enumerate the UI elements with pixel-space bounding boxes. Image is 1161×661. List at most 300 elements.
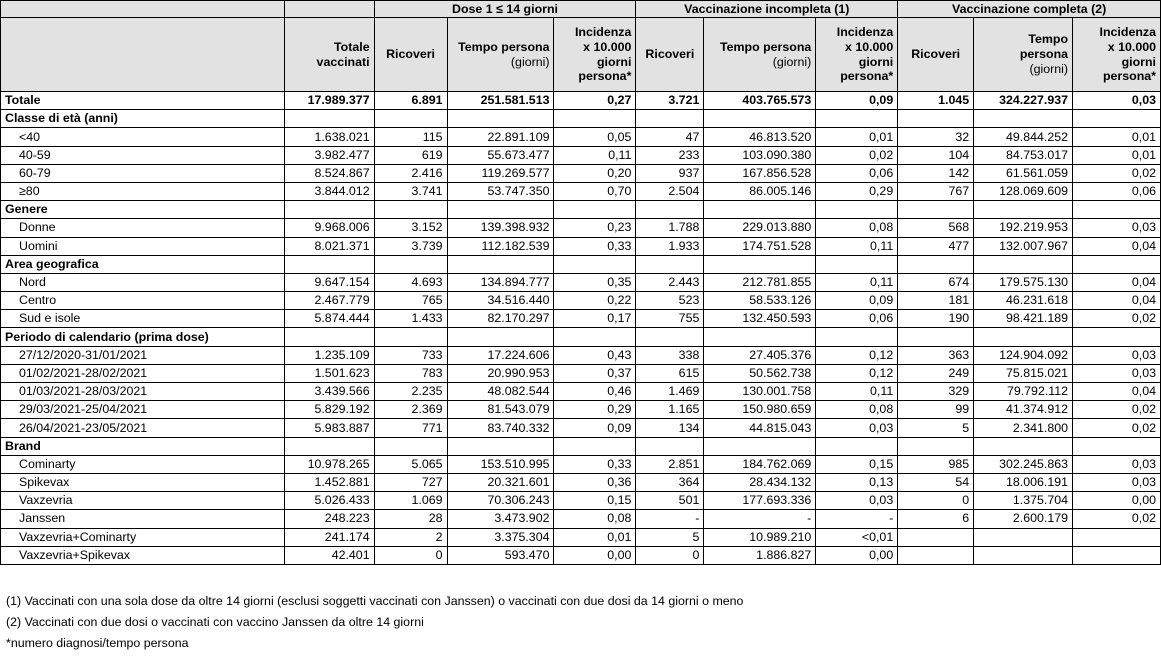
cell-value: 0,29 <box>554 401 636 419</box>
cell-value: 150.980.659 <box>704 401 816 419</box>
cell-value: 985 <box>898 455 974 473</box>
cell-value: 4.693 <box>374 273 447 291</box>
cell-value <box>704 110 816 128</box>
cell-value: 17.989.377 <box>284 92 374 110</box>
cell-value <box>554 201 636 219</box>
cell-value: 3.844.012 <box>284 182 374 200</box>
cell-value: 20.990.953 <box>447 364 554 382</box>
row-label: Spikevax <box>1 473 285 491</box>
cell-value: 0,03 <box>1073 455 1161 473</box>
cell-value: 0,29 <box>816 182 898 200</box>
cell-value: 0,01 <box>1073 146 1161 164</box>
cell-value: 103.090.380 <box>704 146 816 164</box>
cell-value: 34.516.440 <box>447 292 554 310</box>
col-tempo-persona-b: Tempo persona (giorni) <box>704 18 816 92</box>
cell-value <box>1073 546 1161 564</box>
cell-value: 179.575.130 <box>974 273 1073 291</box>
row-label: Periodo di calendario (prima dose) <box>1 328 285 346</box>
cell-value: 324.227.937 <box>974 92 1073 110</box>
cell-value: 44.815.043 <box>704 419 816 437</box>
cell-value: 75.815.021 <box>974 364 1073 382</box>
table-row <box>1 383 1161 401</box>
cell-value: 2 <box>374 528 447 546</box>
row-label: Classe di età (anni) <box>1 110 285 128</box>
cell-value: 1.433 <box>374 310 447 328</box>
cell-value: 0,05 <box>554 128 636 146</box>
cell-value: 212.781.855 <box>704 273 816 291</box>
cell-value: 0,06 <box>1073 182 1161 200</box>
cell-value: 5.874.444 <box>284 310 374 328</box>
cell-value <box>974 437 1073 455</box>
cell-value: 167.856.528 <box>704 164 816 182</box>
cell-value: <0,01 <box>816 528 898 546</box>
cell-value: 9.647.154 <box>284 273 374 291</box>
cell-value: 363 <box>898 346 974 364</box>
cell-value <box>898 546 974 564</box>
cell-value: 241.174 <box>284 528 374 546</box>
cell-value: 84.753.017 <box>974 146 1073 164</box>
cell-value: 2.851 <box>636 455 704 473</box>
cell-value: 124.904.092 <box>974 346 1073 364</box>
cell-value: 10.989.210 <box>704 528 816 546</box>
cell-value <box>816 110 898 128</box>
cell-value: 0,02 <box>1073 510 1161 528</box>
cell-value: 174.751.528 <box>704 237 816 255</box>
cell-value <box>284 328 374 346</box>
cell-value: 0,33 <box>554 237 636 255</box>
footnote-1: (1) Vaccinati con una sola dose da oltre 14 giorni (esclusi soggetti vaccinati con Janssen) o vaccinati con due dosi da 14 giorni o meno <box>6 594 744 608</box>
cell-value: 0,00 <box>816 546 898 564</box>
cell-value: 765 <box>374 292 447 310</box>
row-label: <40 <box>1 128 285 146</box>
cell-value: 128.069.609 <box>974 182 1073 200</box>
row-label: Nord <box>1 273 285 291</box>
table-body <box>1 92 1161 565</box>
cell-value: 190 <box>898 310 974 328</box>
cell-value <box>284 201 374 219</box>
cell-value <box>974 328 1073 346</box>
group-dose1: Dose 1 ≤ 14 giorni <box>374 1 636 18</box>
cell-value: 0,70 <box>554 182 636 200</box>
footnote-asterisk: *numero diagnosi/tempo persona <box>6 636 189 650</box>
cell-value: 0,09 <box>554 419 636 437</box>
cell-value <box>447 110 554 128</box>
row-label: 01/02/2021-28/02/2021 <box>1 364 285 382</box>
cell-value: 0,08 <box>554 510 636 528</box>
cell-value: 10.978.265 <box>284 455 374 473</box>
cell-value: 477 <box>898 237 974 255</box>
cell-value <box>1073 201 1161 219</box>
row-label: Vaxzevria <box>1 492 285 510</box>
cell-value: 523 <box>636 292 704 310</box>
cell-value <box>1073 528 1161 546</box>
cell-value: 3.721 <box>636 92 704 110</box>
cell-value <box>704 255 816 273</box>
section-row <box>1 437 1161 455</box>
cell-value: 9.968.006 <box>284 219 374 237</box>
cell-value: 0,06 <box>816 310 898 328</box>
row-label: Donne <box>1 219 285 237</box>
cell-value: 0,11 <box>816 237 898 255</box>
cell-value: 1.165 <box>636 401 704 419</box>
col-ricoveri-c: Ricoveri <box>898 18 974 92</box>
table-row <box>1 419 1161 437</box>
cell-value: 41.374.912 <box>974 401 1073 419</box>
row-label: 60-79 <box>1 164 285 182</box>
cell-value: 0,02 <box>1073 401 1161 419</box>
cell-value: 0,11 <box>554 146 636 164</box>
cell-value <box>636 328 704 346</box>
cell-value: 20.321.601 <box>447 473 554 491</box>
cell-value: 6 <box>898 510 974 528</box>
cell-value: 83.740.332 <box>447 419 554 437</box>
cell-value: 153.510.995 <box>447 455 554 473</box>
cell-value <box>974 528 1073 546</box>
cell-value <box>704 437 816 455</box>
cell-value: 329 <box>898 383 974 401</box>
cell-value: 98.421.189 <box>974 310 1073 328</box>
cell-value: 593.470 <box>447 546 554 564</box>
cell-value <box>554 328 636 346</box>
cell-value: 8.021.371 <box>284 237 374 255</box>
cell-value: 3.739 <box>374 237 447 255</box>
cell-value: 2.443 <box>636 273 704 291</box>
cell-value: 134.894.777 <box>447 273 554 291</box>
cell-value: 0,12 <box>816 364 898 382</box>
row-label: ≥80 <box>1 182 285 200</box>
cell-value: 112.182.539 <box>447 237 554 255</box>
cell-value: 132.450.593 <box>704 310 816 328</box>
table-row <box>1 128 1161 146</box>
cell-value <box>898 528 974 546</box>
cell-value: 0,11 <box>816 273 898 291</box>
cell-value: 727 <box>374 473 447 491</box>
cell-value: 338 <box>636 346 704 364</box>
cell-value <box>974 255 1073 273</box>
cell-value: 0,02 <box>816 146 898 164</box>
col-totale-vaccinati: Totale vaccinati <box>284 18 374 92</box>
cell-value: 49.844.252 <box>974 128 1073 146</box>
cell-value: 0 <box>898 492 974 510</box>
cell-value: 82.170.297 <box>447 310 554 328</box>
corner-cell-2 <box>284 1 374 18</box>
cell-value: 2.341.800 <box>974 419 1073 437</box>
table-row <box>1 237 1161 255</box>
row-label: 40-59 <box>1 146 285 164</box>
row-label: 01/03/2021-28/03/2021 <box>1 383 285 401</box>
column-header-row <box>1 18 1161 92</box>
cell-value <box>284 255 374 273</box>
cell-value: 783 <box>374 364 447 382</box>
cell-value: 0,04 <box>1073 237 1161 255</box>
cell-value: 1.069 <box>374 492 447 510</box>
cell-value <box>898 255 974 273</box>
cell-value: 0,35 <box>554 273 636 291</box>
cell-value <box>554 110 636 128</box>
cell-value: 0,15 <box>554 492 636 510</box>
cell-value: 99 <box>898 401 974 419</box>
cell-value: 58.533.126 <box>704 292 816 310</box>
cell-value: 0,03 <box>1073 92 1161 110</box>
cell-value: 86.005.146 <box>704 182 816 200</box>
cell-value <box>447 328 554 346</box>
cell-value: 403.765.573 <box>704 92 816 110</box>
cell-value <box>636 110 704 128</box>
cell-value <box>816 328 898 346</box>
cell-value <box>704 201 816 219</box>
cell-value: 47 <box>636 128 704 146</box>
cell-value: 0 <box>636 546 704 564</box>
cell-value: 0,46 <box>554 383 636 401</box>
cell-value: 104 <box>898 146 974 164</box>
cell-value: 229.013.880 <box>704 219 816 237</box>
cell-value: 5 <box>898 419 974 437</box>
cell-value: 181 <box>898 292 974 310</box>
cell-value: 1.638.021 <box>284 128 374 146</box>
table-row <box>1 182 1161 200</box>
table-row <box>1 310 1161 328</box>
row-label: 26/04/2021-23/05/2021 <box>1 419 285 437</box>
cell-value: 568 <box>898 219 974 237</box>
cell-value <box>374 328 447 346</box>
row-label: Totale <box>1 92 285 110</box>
cell-value: 18.006.191 <box>974 473 1073 491</box>
cell-value: 1.452.881 <box>284 473 374 491</box>
cell-value: 0,00 <box>554 546 636 564</box>
cell-value: 119.269.577 <box>447 164 554 182</box>
cell-value: 0,04 <box>1073 273 1161 291</box>
cell-value: 0,03 <box>1073 346 1161 364</box>
cell-value: 733 <box>374 346 447 364</box>
cell-value: 0,02 <box>1073 164 1161 182</box>
cell-value: 28 <box>374 510 447 528</box>
cell-value: 0 <box>374 546 447 564</box>
cell-value: 42.401 <box>284 546 374 564</box>
cell-value: 134 <box>636 419 704 437</box>
cell-value: 1.788 <box>636 219 704 237</box>
cell-value: 177.693.336 <box>704 492 816 510</box>
row-label: Centro <box>1 292 285 310</box>
cell-value: - <box>816 510 898 528</box>
table-row <box>1 364 1161 382</box>
cell-value: 46.231.618 <box>974 292 1073 310</box>
cell-value <box>284 110 374 128</box>
cell-value: 0,06 <box>816 164 898 182</box>
cell-value: 61.561.059 <box>974 164 1073 182</box>
cell-value: 2.504 <box>636 182 704 200</box>
table-row <box>1 492 1161 510</box>
cell-value: 615 <box>636 364 704 382</box>
table-row <box>1 219 1161 237</box>
cell-value <box>374 201 447 219</box>
section-row <box>1 328 1161 346</box>
cell-value: 0,03 <box>1073 219 1161 237</box>
total-row <box>1 92 1161 110</box>
cell-value <box>284 437 374 455</box>
cell-value: 0,03 <box>1073 364 1161 382</box>
row-label: Sud e isole <box>1 310 285 328</box>
table-row <box>1 146 1161 164</box>
cell-value: 248.223 <box>284 510 374 528</box>
cell-value: 0,04 <box>1073 292 1161 310</box>
cell-value: 17.224.606 <box>447 346 554 364</box>
cell-value: 0,37 <box>554 364 636 382</box>
col-tempo-persona-c: Tempo persona (giorni) <box>974 18 1073 92</box>
cell-value: 674 <box>898 273 974 291</box>
cell-value: 5.829.192 <box>284 401 374 419</box>
cell-value: 1.886.827 <box>704 546 816 564</box>
cell-value: 79.792.112 <box>974 383 1073 401</box>
cell-value: 771 <box>374 419 447 437</box>
cell-value: 2.369 <box>374 401 447 419</box>
cell-value <box>636 437 704 455</box>
cell-value: 0,12 <box>816 346 898 364</box>
cell-value: 2.600.179 <box>974 510 1073 528</box>
cell-value <box>816 437 898 455</box>
table-row <box>1 546 1161 564</box>
cell-value: 5.026.433 <box>284 492 374 510</box>
cell-value: 27.405.376 <box>704 346 816 364</box>
cell-value: 755 <box>636 310 704 328</box>
cell-value: 8.524.867 <box>284 164 374 182</box>
cell-value: 0,03 <box>816 419 898 437</box>
cell-value: 142 <box>898 164 974 182</box>
cell-value: 50.562.738 <box>704 364 816 382</box>
cell-value: 32 <box>898 128 974 146</box>
cell-value <box>816 255 898 273</box>
cell-value: 1.235.109 <box>284 346 374 364</box>
cell-value <box>636 201 704 219</box>
cell-value: 0,43 <box>554 346 636 364</box>
cell-value <box>636 255 704 273</box>
cell-value: 0,36 <box>554 473 636 491</box>
cell-value: 0,23 <box>554 219 636 237</box>
cell-value: 302.245.863 <box>974 455 1073 473</box>
row-label: Genere <box>1 201 285 219</box>
cell-value <box>374 437 447 455</box>
cell-value <box>1073 437 1161 455</box>
cell-value: 192.219.953 <box>974 219 1073 237</box>
cell-value: 937 <box>636 164 704 182</box>
cell-value <box>974 546 1073 564</box>
cell-value: 0,01 <box>554 528 636 546</box>
cell-value: 53.747.350 <box>447 182 554 200</box>
col-ricoveri-a: Ricoveri <box>374 18 447 92</box>
cell-value: 115 <box>374 128 447 146</box>
cell-value <box>1073 328 1161 346</box>
footnotes <box>0 591 1161 654</box>
row-label: Uomini <box>1 237 285 255</box>
cell-value: 767 <box>898 182 974 200</box>
table-row <box>1 346 1161 364</box>
col-incidenza-a: Incidenza x 10.000 giorni persona* <box>554 18 636 92</box>
cell-value: 3.741 <box>374 182 447 200</box>
cell-value <box>974 110 1073 128</box>
cell-value: 132.007.967 <box>974 237 1073 255</box>
cell-value: 0,08 <box>816 401 898 419</box>
cell-value: 0,17 <box>554 310 636 328</box>
cell-value <box>374 110 447 128</box>
cell-value <box>898 437 974 455</box>
cell-value <box>1073 110 1161 128</box>
row-label: 27/12/2020-31/01/2021 <box>1 346 285 364</box>
cell-value: 0,09 <box>816 92 898 110</box>
cell-value: 5.065 <box>374 455 447 473</box>
section-row <box>1 110 1161 128</box>
cell-value: 1.045 <box>898 92 974 110</box>
cell-value: - <box>704 510 816 528</box>
cell-value: 2.467.779 <box>284 292 374 310</box>
cell-value: 0,03 <box>1073 473 1161 491</box>
col-incidenza-b: Incidenza x 10.000 giorni persona* <box>816 18 898 92</box>
cell-value: 0,01 <box>1073 128 1161 146</box>
cell-value: 184.762.069 <box>704 455 816 473</box>
row-label: 29/03/2021-25/04/2021 <box>1 401 285 419</box>
cell-value <box>447 201 554 219</box>
footnote-2: (2) Vaccinati con due dosi o vaccinati con vaccino Janssen da oltre 14 giorni <box>6 615 424 629</box>
cell-value: 3.473.902 <box>447 510 554 528</box>
cell-value: 139.398.932 <box>447 219 554 237</box>
cell-value: 0,27 <box>554 92 636 110</box>
group-completa: Vaccinazione completa (2) <box>898 1 1161 18</box>
cell-value <box>554 437 636 455</box>
cell-value: 22.891.109 <box>447 128 554 146</box>
cell-value: 619 <box>374 146 447 164</box>
cell-value <box>816 201 898 219</box>
cell-value: 0,02 <box>1073 419 1161 437</box>
cell-value: 0,33 <box>554 455 636 473</box>
col-tempo-persona-a: Tempo persona (giorni) <box>447 18 554 92</box>
row-label: Vaxzevria+Cominarty <box>1 528 285 546</box>
cell-value <box>898 201 974 219</box>
cell-value: 6.891 <box>374 92 447 110</box>
table-row <box>1 401 1161 419</box>
label-column-header <box>1 18 285 92</box>
group-header-row <box>1 1 1161 18</box>
cell-value <box>898 328 974 346</box>
cell-value: 0,13 <box>816 473 898 491</box>
cell-value: 2.416 <box>374 164 447 182</box>
cell-value: 0,01 <box>816 128 898 146</box>
cell-value: 54 <box>898 473 974 491</box>
cell-value <box>974 201 1073 219</box>
cell-value: 501 <box>636 492 704 510</box>
cell-value: 55.673.477 <box>447 146 554 164</box>
row-label: Brand <box>1 437 285 455</box>
cell-value: 3.152 <box>374 219 447 237</box>
cell-value: 0,04 <box>1073 383 1161 401</box>
table-row <box>1 164 1161 182</box>
cell-value <box>554 255 636 273</box>
cell-value: 364 <box>636 473 704 491</box>
cell-value: 1.933 <box>636 237 704 255</box>
cell-value: 1.469 <box>636 383 704 401</box>
table-row <box>1 473 1161 491</box>
cell-value: 5.983.887 <box>284 419 374 437</box>
table-row <box>1 510 1161 528</box>
cell-value: 249 <box>898 364 974 382</box>
cell-value: 5 <box>636 528 704 546</box>
cell-value: 2.235 <box>374 383 447 401</box>
cell-value: 233 <box>636 146 704 164</box>
cell-value: - <box>636 510 704 528</box>
group-incompleta: Vaccinazione incompleta (1) <box>636 1 898 18</box>
cell-value <box>447 255 554 273</box>
cell-value: 0,20 <box>554 164 636 182</box>
cell-value: 0,22 <box>554 292 636 310</box>
cell-value: 28.434.132 <box>704 473 816 491</box>
section-row <box>1 255 1161 273</box>
